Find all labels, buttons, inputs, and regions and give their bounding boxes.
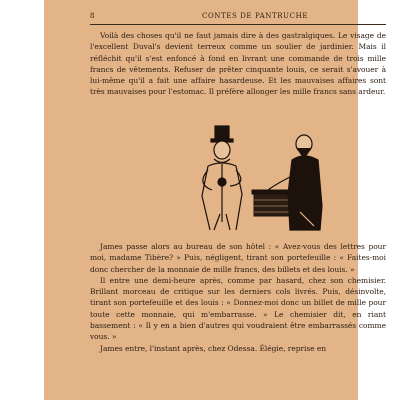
paragraph: James entre, l'instant après, chez Odessa. Élégie, reprise en (100, 343, 327, 353)
paragraph: James passe alors au bureau de son hôtel : « Avez-vous des lettres pour moi, madame Tibère? » Puis, négligent, tirant son portefeuille : « Faites-moi donc chercher de la monnaie de mille francs, des billets et des louis. » (90, 242, 386, 274)
book-page (44, 0, 386, 400)
running-title: CONTES DE PANTRUCHE (202, 12, 309, 20)
page-number: 8 (90, 12, 96, 20)
running-head (90, 12, 386, 20)
illustration-two-men-at-desk (164, 124, 334, 232)
text-block-bottom (90, 241, 386, 354)
dandy-figure (202, 126, 242, 230)
paragraph: Il entre une demi-heure après, comme par hasard, chez son chemisier. Brillant morceau de critique sur les derniers cols livrés. Puis, désinvolte, tirant son portefeuille et des louis : « Donnez-moi donc un billet de mille pour toute cette monnaie, qui m'embarrasse. » Le chemisier dit, en riant bassement : « Il y en a bien d'autres qui voudraient être embarrassés comme vous. » (90, 275, 386, 342)
header-rule (90, 24, 386, 25)
text-block-top (90, 30, 386, 98)
paragraph: Voilà des choses qu'il ne faut jamais dire à des gastralgiques. Le visage de l'excellent Duval's devient terreux comme un soulier de jardinier. Mais il réfléchit qu'il s'est enfoncé à fond en livrant une commande de trois mille francs de vêtements. Refuser de prêter cinquante louis, ce serait s'avouer à lui-même qu'il a fait une affaire hasardeuse. Et les mauvaises affaires sont très mauvaises pour l'estomac. Il préfère allonger les mille francs sans ardeur. (90, 31, 386, 97)
